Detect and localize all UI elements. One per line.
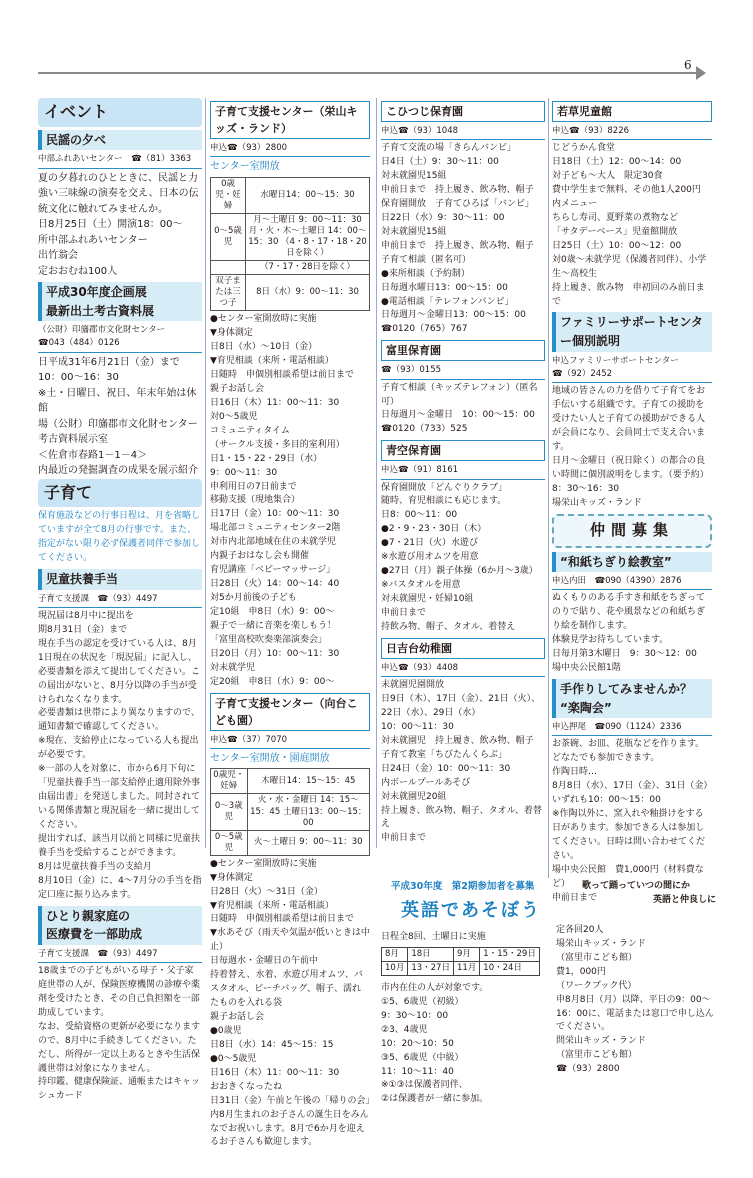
text-line: 9：00～11：30 [210, 467, 278, 478]
text-line: 市内在住の人が対象です。 [381, 982, 489, 993]
table-row [211, 275, 370, 311]
shien2-sched-title: センター室開放・園庭開放 [210, 752, 330, 764]
text-line: 日24日（金）10：00～11：30 [381, 763, 511, 774]
hiyoshidai-title: 日吉台幼稚園 [381, 638, 545, 659]
table-row [211, 830, 370, 855]
section-title-kosodate: 子育て [38, 479, 202, 508]
text-line: 日25日（土）10：00～12：00 [552, 240, 682, 251]
text-line: 場（公財）印旛郡市文化財センター [38, 418, 198, 430]
kikaku-body [38, 355, 202, 479]
section-title-events: イベント [38, 98, 202, 127]
text-line: 保育園開放 子育てひろば「バンビ」 [381, 198, 535, 209]
text-line: ☎（93）2800 [556, 1064, 620, 1075]
table-row [211, 794, 370, 830]
text-line: 保育園開放「どんぐりクラブ」 [381, 482, 508, 493]
english-catch-1: 歌って踊っていつの間にか [581, 881, 690, 891]
text-line: ●電話相談「テレフォンバンビ」 [381, 296, 514, 307]
text-line: ●センター室開放時に実施 [210, 858, 317, 869]
wa-contact: 申込内田 ☎090（4390）2876 [552, 574, 712, 590]
text-line: 対0～5歳児 [210, 411, 258, 422]
text-line: 夏の夕暮れのひとときに、民謡と力強い三味線の演奏を交え、日本の伝統文化に触れてみませんか。 [38, 172, 199, 215]
text-line: 対未就園児15組 [381, 226, 447, 237]
text-line: ぬくもりのある手すき和紙をちぎってのりで貼り、花や風景などの和紙ちぎり絵を制作します。 [552, 593, 706, 632]
text-line: ●0歳児 [210, 1025, 242, 1036]
wakaba-contact: 申込☎（93）8226 [552, 124, 712, 140]
text-line: 日1・15・22・29日（水） [210, 453, 323, 464]
text-line: おおきくなったね [210, 1081, 283, 1092]
text-line: ちらし寿司、夏野菜の煮物など [552, 212, 679, 223]
text-line: 日毎月第3木曜日 9：30～12：00 [552, 649, 697, 660]
column-nurseries [381, 98, 545, 868]
text-line: 申前日まで 持上履き、飲み物、帽子 [381, 185, 534, 196]
text-line: ▼身体測定 [210, 872, 253, 883]
aozora-body [381, 482, 545, 635]
text-line: 18歳までの子どもがいる母子・父子家庭世帯の人が、保険医療機関の診療や薬剤を受けたとき、その自己負担額を一部助成しています。 [38, 965, 201, 1018]
text-line: ※一部の人を対象に、市から6月下旬に「児童扶養手当一部支給停止適用除外事由届出書」を発送しました。同封されている関係書類と現況届を一緒に提出してください。 [38, 764, 201, 830]
text-line: 日程全8回、土曜日に実施 [381, 931, 486, 942]
text-line: 考古資料展示室 [38, 434, 108, 446]
table-cell: 0～3歳児 [211, 794, 248, 830]
text-line: ☎0120（733）525 [381, 424, 468, 435]
tomisato-body [381, 382, 545, 438]
english-title: 英語であそぼう [401, 899, 541, 921]
text-line: ●0～5歳児 [210, 1053, 257, 1064]
text-line: 日毎週水・金曜日の午前中 [210, 956, 319, 967]
english-catch-2: 英語と仲良しに [652, 894, 716, 905]
column-divider [548, 98, 549, 878]
nakama-banner: 仲間募集 [552, 514, 712, 547]
text-line: （富里市こども館） [556, 952, 638, 963]
table-cell: 8日（水）9：00～11：30 [246, 275, 370, 311]
table-cell: 火～土曜日 9：00～11：30 [247, 830, 369, 855]
table-cell: 0歳児・妊婦 [211, 769, 248, 794]
minyo-contact: 中部ふれあいセンター ☎（81）3363 [38, 152, 202, 168]
text-line: 日22日（水）9：30～11：00 [381, 212, 505, 223]
text-line: 現況届は8月中に提出を [38, 610, 134, 621]
text-line: なお、受給資格の更新が必要になりますので、8月中に手続きしてください。ただし、所得が一定以上あるときや生活保護世帯は対象になりません。 [38, 1021, 201, 1074]
text-line: 持着替え、水着、水遊び用オムツ、バスタオル、ビーチバッグ、帽子、濡れたものを入れる袋 [210, 970, 363, 1009]
text-line: 日毎週水曜日13：00～15：00 [381, 282, 508, 293]
text-line: ▼育児相談（来所・電話相談） [210, 356, 334, 367]
wa-title: “和紙ちぎり絵教室” [552, 552, 712, 573]
family-title: ファミリーサポートセンター個別説明 [552, 312, 712, 351]
wa-body [552, 592, 712, 676]
text-line: 定おおむね100人 [38, 265, 118, 277]
kohitsuji-title: こひつじ保育園 [381, 101, 545, 122]
text-line: 申前日まで 持上履き、飲み物、帽子 [381, 240, 534, 251]
table-cell: 0歳児・妊婦 [211, 177, 246, 213]
text-line: （ワークブック代） [556, 980, 637, 991]
text-line: 日31日（金）午前と午後の「帰りの会」 [210, 1095, 375, 1106]
kosodate-note: 保育施設などの行事日程は、月を省略していますが全て8月の行事です。また、指定がない限り必ず保護者同伴で参加してください。 [38, 511, 201, 564]
text-line: 8月8日（水）、17日（金）、31日（金）いずれも10：00～15：00 [552, 781, 708, 806]
text-line: ①5、6歳児（初級） [381, 996, 464, 1007]
text-line: 問栄山キッズ・ランド [556, 1036, 646, 1047]
shien1-schedule-table [210, 177, 370, 312]
table-cell: 11月 [453, 961, 479, 975]
text-line: ③5、6歳児（中級） [381, 1052, 464, 1063]
text-line: 日17日（金）10：00～11：30 [210, 509, 340, 520]
table-cell: 0～5歳児 [211, 830, 248, 855]
text-line: 日28日（火）14：00～14：40 [210, 579, 340, 590]
text-line: 期8月31日（金）まで [38, 624, 128, 635]
text-line: 親子お話し会 [210, 1012, 265, 1022]
table-cell: 水曜日14：00～15：30 [246, 177, 370, 213]
text-line: 9：30～10：00 [381, 1010, 449, 1021]
text-line: 場中央公民館 費1,000円（材料費など） [552, 864, 704, 889]
table-cell: 0～5歳児 [211, 213, 246, 260]
text-line: 日8日（水）～10日（金） [210, 342, 318, 353]
table-cell: 木曜日14：15～15：45 [247, 769, 369, 794]
text-line: 日16日（木）11：00～11：30 [210, 1067, 340, 1078]
text-line: 持上履き、飲み物 申初回のみ前日まで [552, 282, 705, 307]
text-line: 日月～金曜日（祝日除く）の都合の良い時間に個別説明をします。（要予約） [552, 455, 709, 480]
text-line: ▼身体測定 [210, 328, 253, 339]
text-line: ※①③は保護者同伴、 [381, 1080, 468, 1091]
text-line: 対子ども～大人 限定30食 [552, 171, 663, 182]
shien2-schedule-table [210, 768, 370, 855]
text-line: ●7・21日（火）水遊び [381, 538, 479, 549]
table-cell [211, 261, 246, 275]
text-line: 8月は児童扶養手当の支給月 [38, 861, 152, 872]
table-cell: 18日 [408, 947, 454, 961]
text-line: 10：00～11：30 [381, 721, 454, 732]
page-arrow-icon [696, 66, 706, 80]
text-line: 場栄山キッズ・ランド [556, 938, 646, 949]
hiyoshidai-body [381, 679, 545, 846]
text-line: 8：30～16：30 [552, 483, 620, 494]
text-line: 日28日（火）～31日（金） [210, 886, 323, 897]
text-line: （富里市こども館） [556, 1050, 638, 1061]
tomisato-title: 富里保育園 [381, 340, 545, 361]
text-line: 日随時 申個別相談希望は前日まで [210, 914, 355, 925]
text-line: ▼水あそび（雨天や気温が低いときは中止） [210, 928, 370, 953]
text-line: ●2・9・23・30日（木） [381, 524, 487, 535]
table-row [382, 947, 540, 961]
text-line: 日16日（木）11：00～11：30 [210, 397, 340, 408]
text-line: 申前日まで [552, 892, 598, 903]
shien2-contact: 申込☎（37）7070 [210, 733, 370, 749]
column-events [38, 98, 202, 1104]
english-left [381, 880, 551, 1107]
text-line: 提出すれば、該当月以前と同様に児童扶養手当を受給することができます。 [38, 833, 201, 858]
text-line: ※水遊び用オムツを用意 [381, 552, 479, 563]
family-body [552, 385, 712, 510]
table-row [211, 261, 370, 275]
text-line: 体験見学お待ちしています。 [552, 635, 669, 646]
text-line: 対未就園児・妊婦10組 [381, 594, 474, 605]
text-line: 対未就園児20組 [381, 791, 447, 802]
text-line: 場栄山キッズ・ランド [552, 497, 642, 508]
tezukuri-contact: 申込押尾 ☎090（1124）2336 [552, 720, 712, 736]
aozora-contact: 申込☎（91）8161 [381, 463, 545, 479]
text-line: 未就園児園開放 [381, 680, 445, 691]
text-line: 内最近の発掘調査の成果を展示紹介 [38, 465, 198, 477]
kikaku-title: 平成30年度企画展 最新出土考古資料展 [38, 282, 202, 321]
text-line: 持印鑑、健康保険証、通帳またはキャッシュカード [38, 1077, 201, 1102]
table-cell: 10・24日 [480, 961, 540, 975]
jido-body [38, 610, 202, 903]
english-dates-table [381, 947, 540, 976]
family-contact: 申込ファミリーサポートセンター ☎（92）2452 [552, 354, 712, 383]
shien1-contact: 申込☎（93）2800 [210, 141, 370, 157]
text-line: 日9日（木）、17日（金）、21日（火）、22日（水）、29日（水） [381, 694, 541, 718]
text-line: 所中部ふれあいセンター [38, 234, 148, 246]
table-row [211, 213, 370, 260]
text-line: ※現在、支給停止になっている人も提出が必要です。 [38, 736, 199, 761]
text-line: 移動支援（現地集合） [210, 495, 301, 506]
text-line: 10：00～16：30 [38, 372, 119, 384]
text-line: ●27日（月）親子体操（6か月～3歳） [381, 566, 538, 577]
text-line: 日8日（水）14：45～15：15 [210, 1039, 334, 1050]
column-divider [205, 98, 206, 848]
text-line: 日18日（土）12：00～14：00 [552, 157, 682, 168]
text-line: 日20日（月）10：00～11：30 [210, 648, 340, 659]
column-support-centers [210, 98, 375, 1150]
table-cell: 双子または三つ子 [211, 275, 246, 311]
hitori-contact: 子育て支援課 ☎（93）4497 [38, 947, 202, 963]
text-line: 内8月生まれのお子さんの誕生日をみんなでお祝いします。8月で6か月を迎えるお子さんも歓迎します。 [210, 1109, 369, 1148]
text-line: 8月10日（金）に、4～7月分の手当を指定口座に振り込みます。 [38, 875, 202, 900]
text-line: 地域の皆さんの力を借りて子育てをお手伝いする組織です。子育ての援助を受けたい人と子育ての援助ができる人が会員になり、会員同士で支え合います。 [552, 386, 706, 452]
text-line: 必要書類は世帯により異なりますので、通知書類で確認してください。 [38, 708, 200, 733]
text-line: 申利用日の7日前まで [210, 481, 297, 492]
text-line: 定各回20人 [556, 924, 604, 935]
hitori-body [38, 965, 202, 1104]
text-line: 現在手当の認定を受けている人は、8月1日現在の状況を「現況届」に記入し、必要書類を添えて提出してください。この届出がないと、8月分以降の手当が受けられなくなります。 [38, 638, 201, 705]
text-line: 内メニュー [552, 198, 598, 209]
text-line: 費中学生まで無料、その他1人200円 [552, 185, 701, 196]
text-line: 出竹翁会 [38, 250, 78, 262]
minyo-title: 民謡の夕べ [38, 130, 202, 151]
text-line: 対未就学児 [210, 662, 256, 673]
text-line: 場北部コミュニティセンター2階 [210, 523, 341, 534]
english-subtitle: 平成30年度 第2期参加者を募集 [391, 881, 535, 892]
minyo-body [38, 171, 202, 280]
text-line: 持飲み物、帽子、タオル、着替え [381, 621, 516, 632]
text-line: 日8月25日（土）開演18：00～ [38, 219, 183, 231]
table-cell: 13・27日 [408, 961, 454, 975]
text-line: 子育て交流の場「きらんバンビ」 [381, 143, 517, 154]
table-cell: 1・15・29日 [480, 947, 540, 961]
text-line: 場中央公民館1階 [552, 663, 621, 674]
english-section [381, 880, 716, 1120]
page-number: 6 [684, 58, 692, 72]
text-line: コミュニティタイム [210, 425, 290, 436]
text-line: 申8月8日（月）以降、平日の9：00～16：00に、電話または窓口で申し込んでください。 [556, 994, 714, 1033]
shien1-sched-title: センター室開放 [210, 161, 280, 173]
text-line: ●来所相談（予約制） [381, 268, 470, 279]
text-line: お茶碗、お皿、花瓶などを作ります。どなたでも参加できます。 [552, 739, 705, 764]
shien1-body [210, 313, 370, 689]
table-cell: 10月 [382, 961, 408, 975]
column-divider [376, 98, 377, 848]
page-rule [38, 72, 698, 74]
text-line: ＜佐倉市春路1－1－4＞ [38, 449, 148, 461]
text-line: 「サタデーベース」児童館開放 [552, 226, 678, 237]
text-line: 定10組 申8日（水）9：00～ [210, 606, 335, 617]
text-line: ※バスタオルを用意 [381, 580, 461, 591]
text-line: ②は保護者が一緒に参加。 [381, 1094, 489, 1105]
text-line: 日4日（土）9：30～11：00 [381, 157, 499, 168]
shien1-title: 子育て支援センター（栄山キッズ・ランド） [210, 101, 370, 139]
english-classes [381, 982, 551, 1107]
table-cell: 月～土曜日 9：00～11：30 月・火・木～土曜日 14：00～15：30 （4・8・17・18・20日を除く） [246, 213, 370, 260]
text-line: 対5か月前後の子ども [210, 593, 297, 604]
kohitsuji-contact: 申込☎（93）1048 [381, 124, 545, 140]
tomisato-contact: ☎（93）0155 [381, 363, 545, 379]
english-schedule-note [381, 931, 551, 945]
kikaku-contact: （公財）印旛郡市文化財センター ☎043（484）0126 [38, 323, 202, 352]
text-line: 対未就園児 持上履き、飲み物、帽子 [381, 735, 534, 746]
kohitsuji-body [381, 142, 545, 337]
text-line: 11：10～11：40 [381, 1066, 454, 1077]
table-cell: 火・水・金曜日 14：15～15：45 土曜日13：00～15：00 [247, 794, 369, 830]
aozora-title: 青空保育園 [381, 440, 545, 461]
table-cell: 9月 [453, 947, 479, 961]
text-line: 「富里高校吹奏楽部演奏会」 [210, 634, 328, 645]
text-line: 申前日まで [381, 607, 427, 618]
table-cell: 8月 [382, 947, 408, 961]
hiyoshidai-contact: 申込☎（93）4408 [381, 661, 545, 677]
text-line: 内ボールプールあそび [381, 777, 471, 788]
text-line: 内親子おはなし会も開催 [210, 551, 310, 562]
shien2-body [210, 858, 375, 1151]
jido-contact: 子育て支援課 ☎（93）4497 [38, 592, 202, 608]
wakaba-title: 若草児童館 [552, 101, 712, 122]
text-line: ②3、4歳児 [381, 1024, 428, 1035]
text-line: 申前日まで [381, 833, 427, 844]
text-line: 持上履き、飲み物、帽子、タオル、着替え [381, 805, 542, 830]
text-line: 日8：00～11：00 [381, 510, 458, 521]
text-line: ☎0120（765）767 [381, 324, 468, 335]
english-right [556, 880, 716, 1077]
text-line: 日毎週月～金曜日 10：00～15：00 [381, 410, 535, 421]
text-line: 子育て教室「ちびたんくらぶ」 [381, 749, 508, 760]
jido-title: 児童扶養手当 [38, 569, 202, 590]
text-line: 対市内北部地域在住の未就学児 [210, 537, 337, 548]
text-line: ※土・日曜日、祝日、年末年始は休館 [38, 387, 197, 415]
text-line: 親子お話し会 [210, 383, 265, 394]
hitori-title: ひとり親家庭の 医療費を一部助成 [38, 906, 202, 945]
text-line: 10：20～10：50 [381, 1038, 454, 1049]
text-line: 日平成31年6月21日（金）まで [38, 356, 180, 368]
table-row [382, 961, 540, 975]
text-line: 子育て相談（匿名可） [381, 254, 472, 265]
text-line: 定20組 申8日（水）9：00～ [210, 676, 335, 687]
text-line: （サークル支援・多目的室利用） [210, 439, 345, 450]
text-line: 対0歳～未就学児（保護者同伴）、小学生～高校生 [552, 254, 707, 279]
text-line: ▼育児相談（来所・電話相談） [210, 900, 334, 911]
text-line: 親子で一緒に音楽を楽しもう！ [210, 620, 337, 631]
text-line: 子育て相談（キッズテレフォン）（匿名可） [381, 382, 538, 407]
table-row [211, 177, 370, 213]
text-line: 日随時 申個別相談希望は前日まで [210, 370, 355, 381]
text-line: ●センター室開放時に実施 [210, 314, 317, 325]
table-row [211, 769, 370, 794]
text-line: じどうかん食堂 [552, 143, 616, 154]
shien2-title: 子育て支援センター（向台こども園） [210, 693, 370, 731]
text-line: 育児講座「ベビーマッサージ」 [210, 565, 336, 576]
wakaba-body [552, 142, 712, 309]
text-line: 作陶日時… [552, 767, 598, 778]
english-details [556, 924, 716, 1077]
text-line: 費1，000円 [556, 966, 606, 977]
text-line: 対未就園児15組 [381, 171, 447, 182]
text-line: ※作陶以外に、窯入れや釉掛けをする日があります。参加できる人は参加してください。日時は問い合わせてください。 [552, 809, 706, 861]
table-cell: （7・17・28日を除く） [246, 261, 370, 275]
text-line: 日毎週月～金曜日13：00～15：00 [381, 310, 526, 321]
tezukuri-title: 手作りしてみませんか？ “楽陶会” [552, 679, 712, 718]
text-line: 随時、育児相談にも応じます。 [381, 496, 507, 507]
